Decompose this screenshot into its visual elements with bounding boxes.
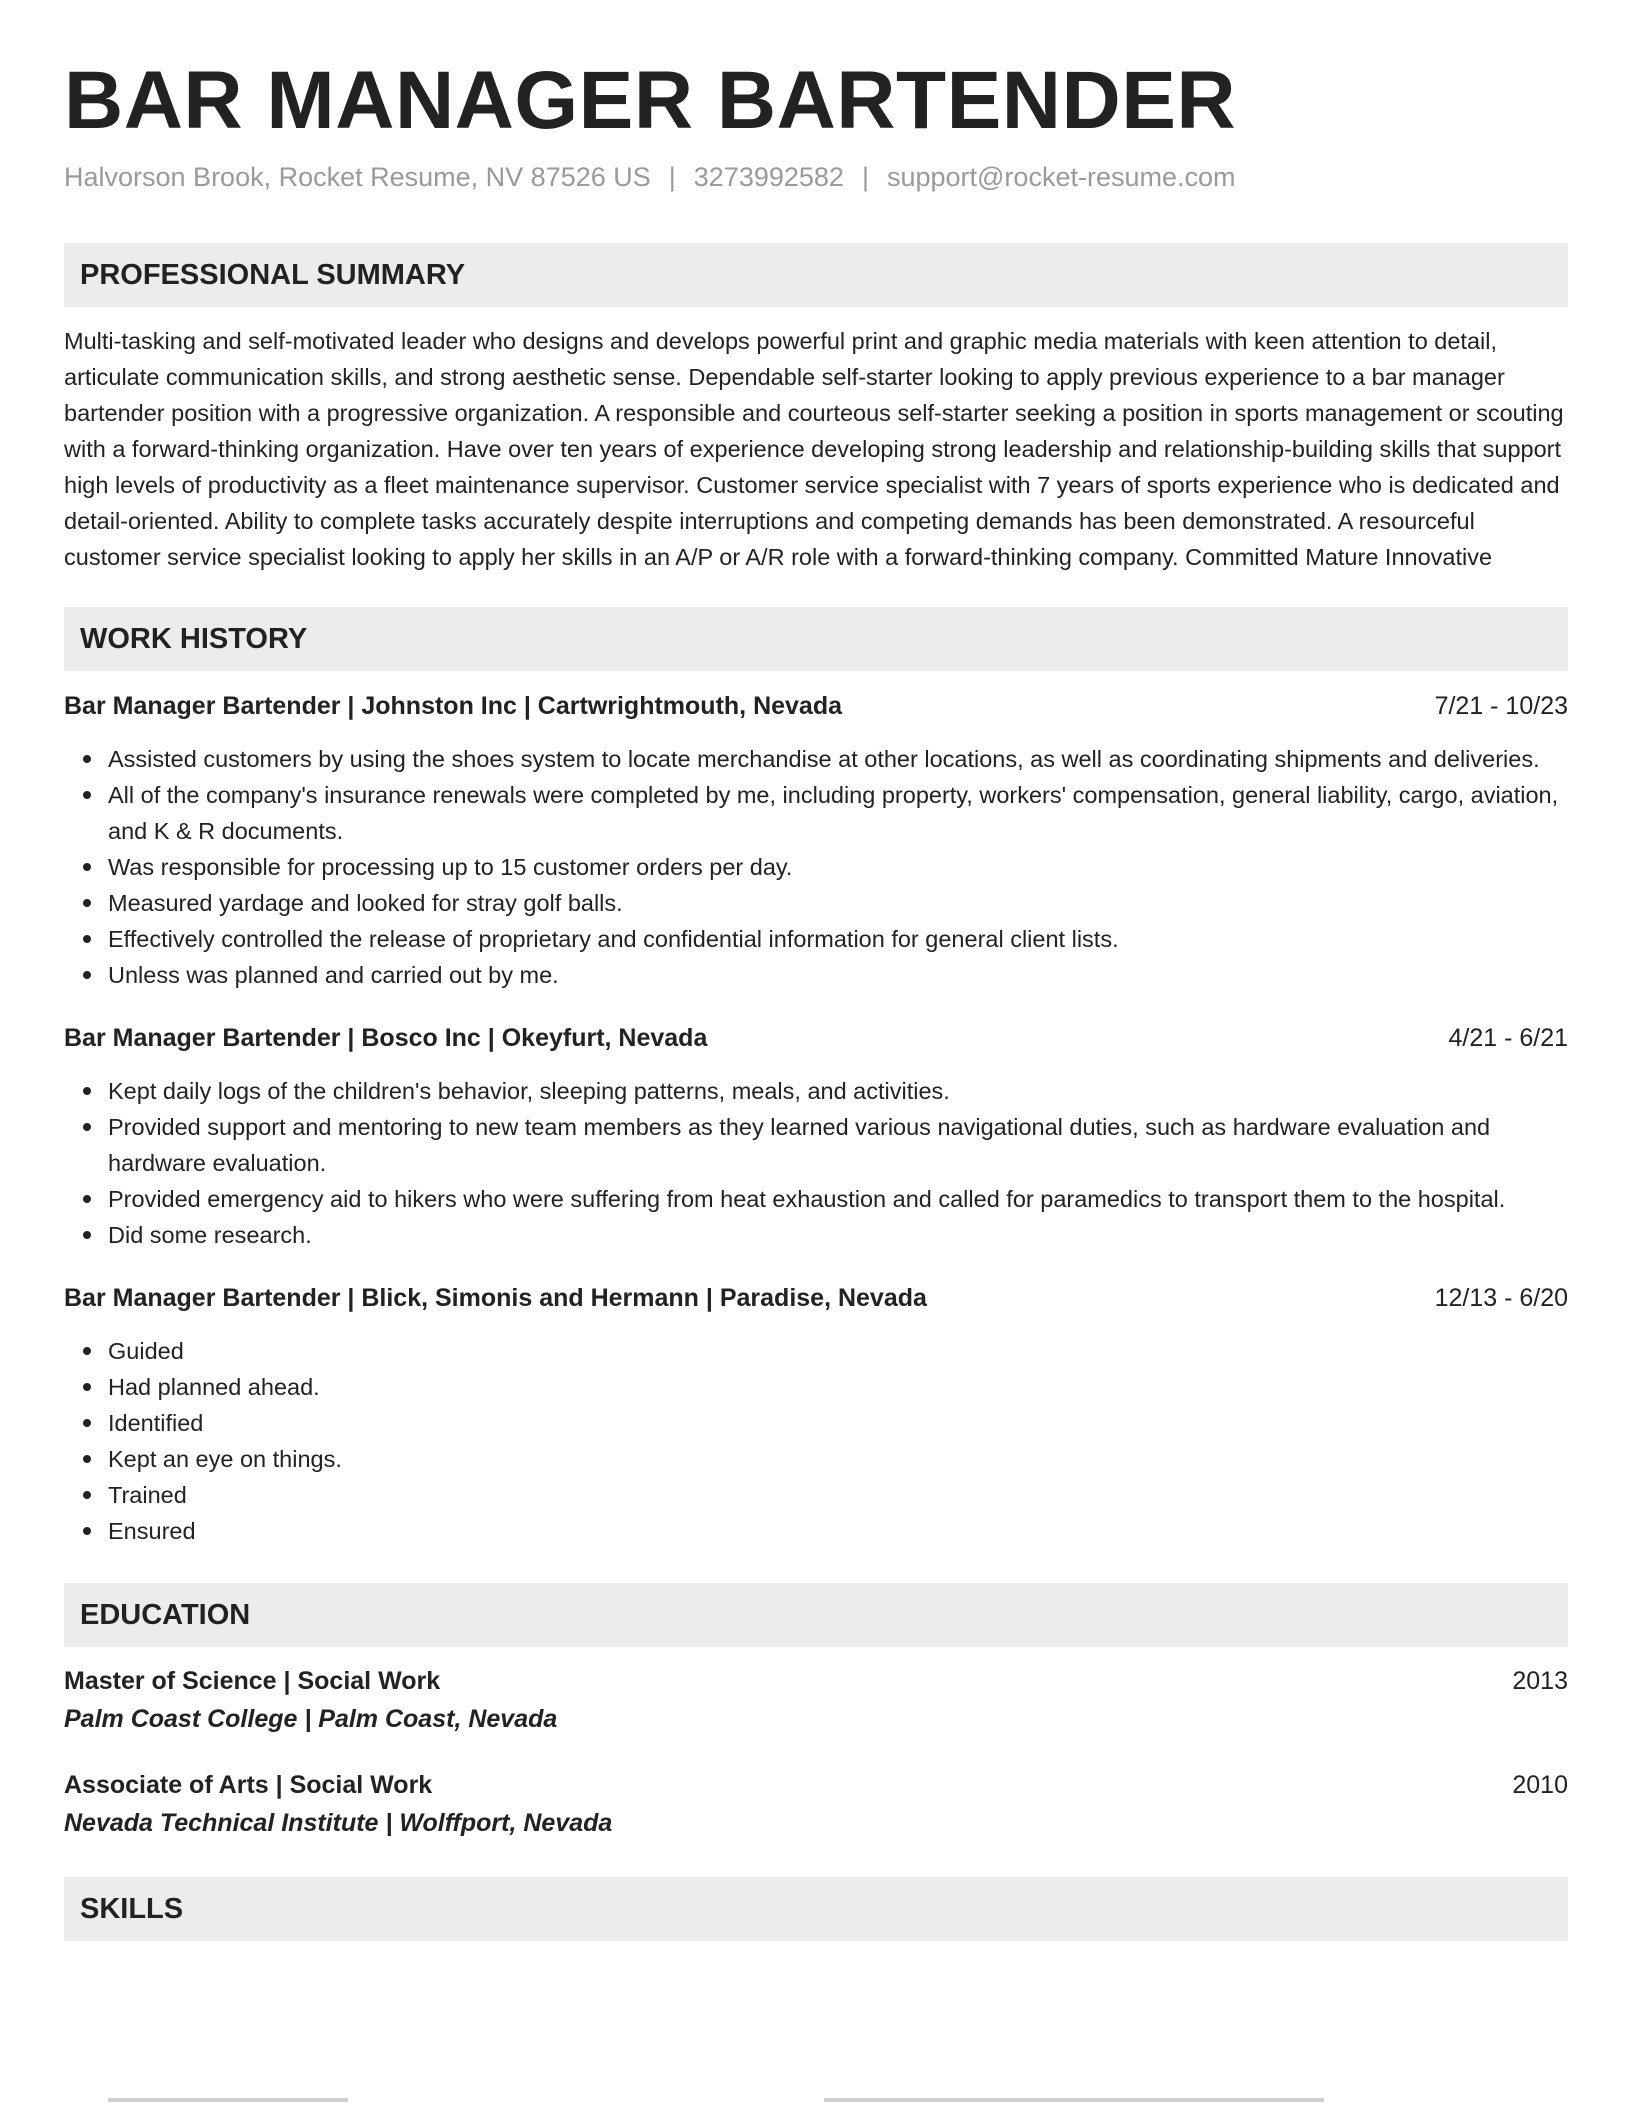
job-bullet: Guided bbox=[108, 1333, 1568, 1369]
job-entry bbox=[64, 1281, 1568, 1549]
job-entry bbox=[64, 689, 1568, 993]
job-bullets bbox=[64, 1333, 1568, 1549]
education-heading-row bbox=[64, 1663, 1568, 1699]
job-title: Bar Manager Bartender | Bosco Inc | Okeyfurt, Nevada bbox=[64, 1024, 708, 1053]
section-header-education: EDUCATION bbox=[64, 1583, 1568, 1647]
contact-separator: | bbox=[861, 162, 869, 193]
job-bullet: Unless was planned and carried out by me. bbox=[108, 957, 1568, 993]
job-bullet: Kept daily logs of the children's behavior, sleeping patterns, meals, and activities. bbox=[108, 1073, 1568, 1109]
section-header-skills: SKILLS bbox=[64, 1877, 1568, 1941]
education-degree: Master of Science | Social Work bbox=[64, 1667, 441, 1696]
job-bullet: Was responsible for processing up to 15 customer orders per day. bbox=[108, 849, 1568, 885]
job-dates: 12/13 - 6/20 bbox=[1434, 1284, 1568, 1313]
job-bullet: Kept an eye on things. bbox=[108, 1441, 1568, 1477]
summary-text: Multi-tasking and self-motivated leader who designs and develops powerful print and graphic media materials with keen attention to detail, articulate communication skills, and strong aesthetic sense. Dependable self-starter looking to apply previous experience to a bar manager bartender position with a progressive organization. A responsible and courteous self-starter seeking a position in sports management or scouting with a forward-thinking organization. Have over ten years of experience developing strong leadership and relationship-building skills that support high levels of productivity as a fleet maintenance supervisor. Customer service specialist with 7 years of sports experience who is dedicated and detail-oriented. Ability to complete tasks accurately despite interruptions and competing demands has been demonstrated. A resourceful customer service specialist looking to apply her skills in an A/P or A/R role with a forward-thinking company. Committed Mature Innovative bbox=[64, 328, 1564, 571]
education-year: 2013 bbox=[1512, 1667, 1568, 1696]
resume-name: BAR MANAGER BARTENDER bbox=[64, 55, 1237, 146]
job-bullet: Had planned ahead. bbox=[108, 1369, 1568, 1405]
job-bullet: Did some research. bbox=[108, 1217, 1568, 1253]
skills-cropped-content bbox=[64, 2092, 1568, 2112]
job-heading-row bbox=[64, 1021, 1568, 1055]
education-school: Palm Coast College | Palm Coast, Nevada bbox=[64, 1705, 558, 1734]
section-header-work-history: WORK HISTORY bbox=[64, 607, 1568, 671]
education-degree: Associate of Arts | Social Work bbox=[64, 1771, 433, 1800]
job-title: Bar Manager Bartender | Johnston Inc | Cartwrightmouth, Nevada bbox=[64, 692, 843, 721]
education-entry bbox=[64, 1767, 1568, 1843]
job-bullet: Assisted customers by using the shoes system to locate merchandise at other locations, as well as coordinating shipments and deliveries. bbox=[108, 741, 1568, 777]
job-bullet: Measured yardage and looked for stray golf balls. bbox=[108, 885, 1568, 921]
job-heading-row bbox=[64, 1281, 1568, 1315]
cropped-text-fragment bbox=[824, 2098, 1324, 2102]
education-entry bbox=[64, 1663, 1568, 1739]
contact-separator: | bbox=[668, 162, 676, 193]
job-bullet: All of the company's insurance renewals were completed by me, including property, workers' compensation, general liability, cargo, aviation, and K & R documents. bbox=[108, 777, 1568, 849]
contact-phone: 3273992582 bbox=[693, 162, 844, 193]
cropped-text-fragment bbox=[108, 2098, 348, 2102]
job-bullet: Trained bbox=[108, 1477, 1568, 1513]
job-heading-row bbox=[64, 689, 1568, 723]
job-bullets bbox=[64, 741, 1568, 993]
section-header-summary: PROFESSIONAL SUMMARY bbox=[64, 243, 1568, 307]
job-entry bbox=[64, 1021, 1568, 1253]
job-dates: 4/21 - 6/21 bbox=[1448, 1024, 1568, 1053]
job-bullet: Provided support and mentoring to new team members as they learned various navigational duties, such as hardware evaluation and hardware evaluation. bbox=[108, 1109, 1568, 1181]
job-dates: 7/21 - 10/23 bbox=[1434, 692, 1568, 721]
job-bullet: Identified bbox=[108, 1405, 1568, 1441]
contact-email: support@rocket-resume.com bbox=[886, 162, 1236, 193]
job-title: Bar Manager Bartender | Blick, Simonis and Hermann | Paradise, Nevada bbox=[64, 1284, 927, 1313]
job-bullet: Effectively controlled the release of proprietary and confidential information for general client lists. bbox=[108, 921, 1568, 957]
job-bullet: Ensured bbox=[108, 1513, 1568, 1549]
education-year: 2010 bbox=[1512, 1771, 1568, 1800]
education-school: Nevada Technical Institute | Wolffport, Nevada bbox=[64, 1809, 613, 1838]
contact-line bbox=[64, 162, 1568, 193]
job-bullet: Provided emergency aid to hikers who were suffering from heat exhaustion and called for paramedics to transport them to the hospital. bbox=[108, 1181, 1568, 1217]
job-bullets bbox=[64, 1073, 1568, 1253]
education-heading-row bbox=[64, 1767, 1568, 1803]
contact-address: Halvorson Brook, Rocket Resume, NV 87526 US bbox=[64, 162, 651, 193]
